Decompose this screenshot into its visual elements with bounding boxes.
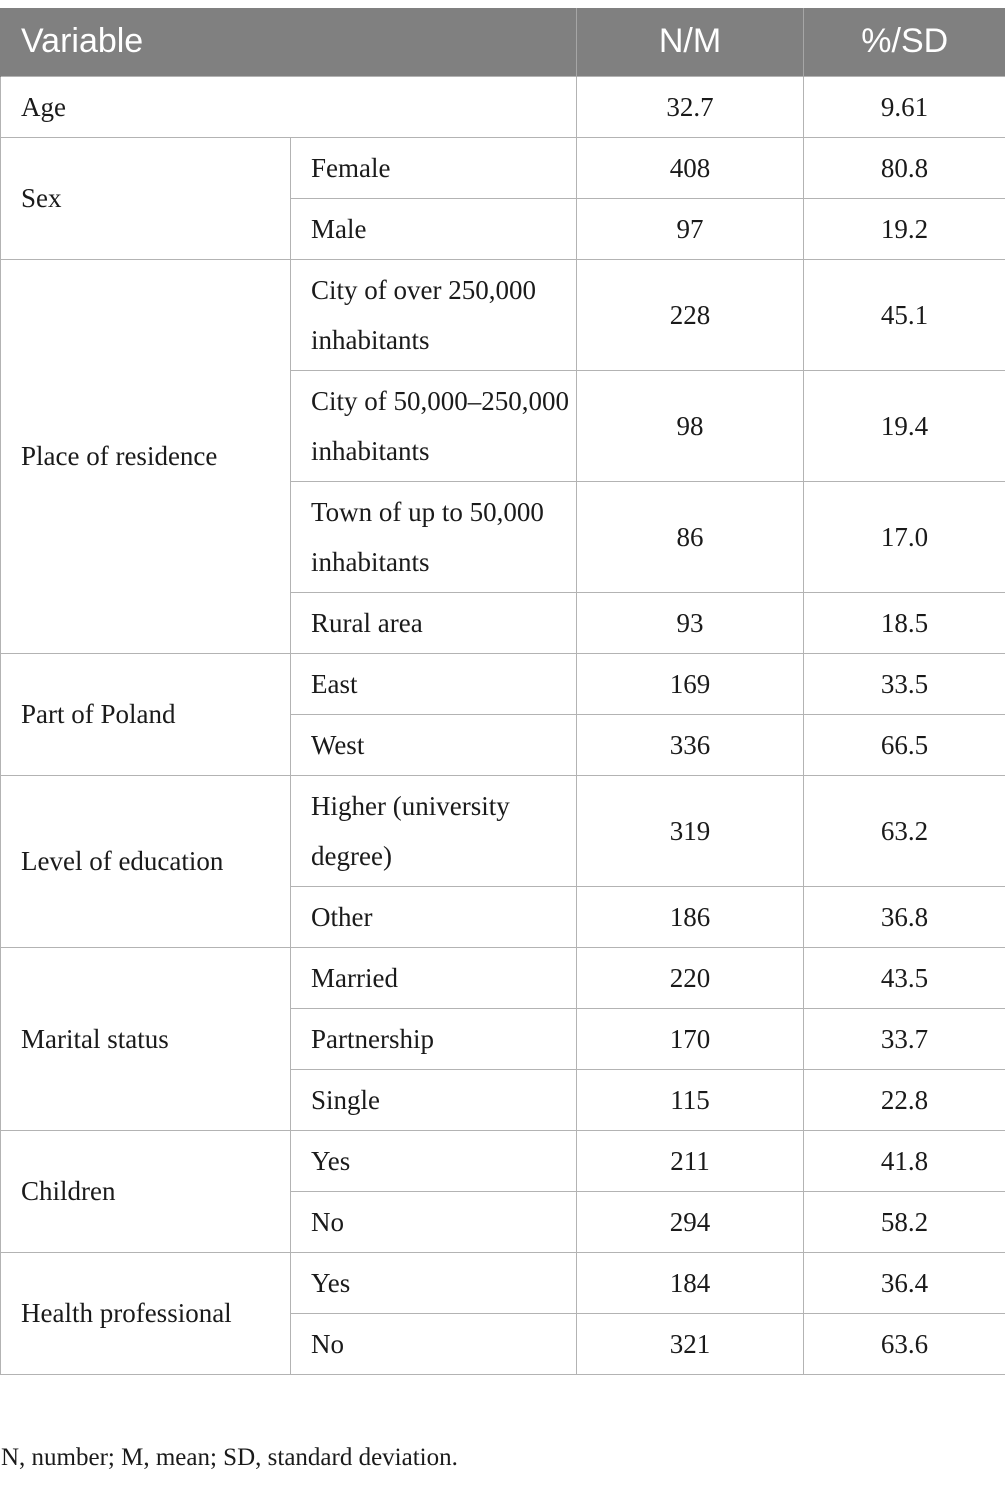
group-label-sex: Sex [1,137,291,259]
sub-label: Female [291,137,577,198]
sub-label: East [291,653,577,714]
cell-n: 321 [577,1313,804,1374]
header-variable: Variable [1,8,577,76]
sub-label: West [291,714,577,775]
sub-label: Town of up to 50,000 inhabitants [291,481,577,592]
cell-n: 115 [577,1069,804,1130]
cell-n: 211 [577,1130,804,1191]
cell-n: 336 [577,714,804,775]
cell-pct: 33.7 [804,1008,1005,1069]
cell-n: 408 [577,137,804,198]
table-row [1,259,1005,370]
cell-n: 98 [577,370,804,481]
sub-label: Other [291,886,577,947]
cell-n: 93 [577,592,804,653]
cell-pct: 45.1 [804,259,1005,370]
cell-n: 220 [577,947,804,1008]
cell-pct: 22.8 [804,1069,1005,1130]
table-row [1,775,1005,886]
sub-label: No [291,1313,577,1374]
table-row [1,76,1005,137]
cell-n: 86 [577,481,804,592]
group-label-residence: Place of residence [1,259,291,653]
cell-pct: 36.4 [804,1252,1005,1313]
table-header [1,8,1005,76]
cell-n: 228 [577,259,804,370]
group-label-health: Health professional [1,1252,291,1374]
header-n-m: N/M [577,8,804,76]
table-row [1,1130,1005,1191]
cell-pct: 36.8 [804,886,1005,947]
sub-label: City of 50,000–250,000 inhabitants [291,370,577,481]
cell-pct: 18.5 [804,592,1005,653]
cell-pct: 33.5 [804,653,1005,714]
cell-pct: 43.5 [804,947,1005,1008]
table-row [1,137,1005,198]
row-label-age: Age [1,76,577,137]
sub-label: Male [291,198,577,259]
sub-label: Rural area [291,592,577,653]
table-row [1,653,1005,714]
cell-pct: 17.0 [804,481,1005,592]
table-row [1,947,1005,1008]
cell-n: 319 [577,775,804,886]
group-label-poland: Part of Poland [1,653,291,775]
group-label-children: Children [1,1130,291,1252]
table-row [1,1252,1005,1313]
table-body [1,76,1005,1374]
cell-n: 170 [577,1008,804,1069]
sub-label: Yes [291,1130,577,1191]
cell-n: 97 [577,198,804,259]
sub-label: City of over 250,000 inhabitants [291,259,577,370]
group-label-education: Level of education [1,775,291,947]
cell-pct: 19.2 [804,198,1005,259]
cell-n: 184 [577,1252,804,1313]
cell-pct: 63.6 [804,1313,1005,1374]
group-label-marital: Marital status [1,947,291,1130]
cell-pct: 9.61 [804,76,1005,137]
cell-n: 169 [577,653,804,714]
sub-label: Yes [291,1252,577,1313]
cell-pct: 19.4 [804,370,1005,481]
cell-n: 32.7 [577,76,804,137]
sub-label: Single [291,1069,577,1130]
header-pct-sd: %/SD [804,8,1005,76]
cell-pct: 41.8 [804,1130,1005,1191]
sub-label: Higher (university degree) [291,775,577,886]
cell-n: 294 [577,1191,804,1252]
demographics-table [0,8,1005,1375]
cell-pct: 58.2 [804,1191,1005,1252]
header-row [1,8,1005,76]
sub-label: Married [291,947,577,1008]
cell-pct: 80.8 [804,137,1005,198]
sub-label: Partnership [291,1008,577,1069]
cell-pct: 66.5 [804,714,1005,775]
cell-pct: 63.2 [804,775,1005,886]
sub-label: No [291,1191,577,1252]
table-footnote: N, number; M, mean; SD, standard deviation. [1,1444,458,1471]
cell-n: 186 [577,886,804,947]
